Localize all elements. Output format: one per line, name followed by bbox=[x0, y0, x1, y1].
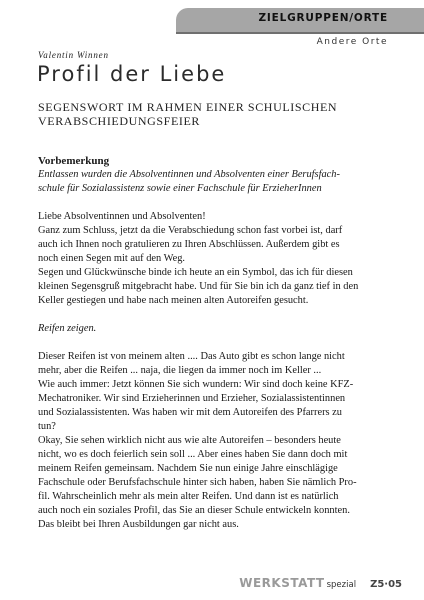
section-label: ZIELGRUPPEN/ORTE bbox=[258, 12, 388, 24]
magazine-logo: WERKSTATT bbox=[239, 576, 325, 590]
text-line: Fachschule oder Berufsfachschule hinter sich haben, haben Sie nämlich Pro- bbox=[38, 477, 357, 488]
text-line: Liebe Absolventinnen und Absolventen! bbox=[38, 211, 206, 222]
paragraph-2 bbox=[38, 350, 398, 532]
preface-line: schule für Sozialassistenz sowie einer Fachschule für ErzieherInnen bbox=[38, 183, 322, 194]
text-line: Ganz zum Schluss, jetzt da die Verabschiedung schon fast vorbei ist, darf bbox=[38, 225, 343, 236]
text-line: Segen und Glückwünsche binde ich heute an ein Symbol, das ich für diesen bbox=[38, 267, 353, 278]
text-line: auch ich Ihnen noch gratulieren zu Ihren Abschlüssen. Außerdem gibt es bbox=[38, 239, 340, 250]
text-line: nicht, wo es doch feierlich sein soll ... Aber eines haben Sie dann doch mit bbox=[38, 449, 348, 460]
text-line: mehr, aber die Reifen ... naja, die liegen da immer noch im Keller ... bbox=[38, 365, 322, 376]
text-line: meinem Reifen gemeinsam. Nachdem Sie nun einige Jahre einschlägige bbox=[38, 463, 338, 474]
subtitle-line: VERABSCHIEDUNGSFEIER bbox=[38, 114, 201, 128]
text-line: tun? bbox=[38, 421, 56, 432]
author-name: Valentin Winnen bbox=[38, 50, 109, 60]
text-line: Dieser Reifen ist von meinem alten .... Das Auto gibt es schon lange nicht bbox=[38, 351, 345, 362]
text-line: noch einen Segen mit auf den Weg. bbox=[38, 253, 185, 264]
text-line: Mechatroniker. Wir sind Erzieherinnen und Erzieher, Sozialassistentinnen bbox=[38, 393, 346, 404]
text-line: fil. Wahrscheinlich mehr als mein alter Reifen. Und dann ist es natürlich bbox=[38, 491, 339, 502]
stage-direction: Reifen zeigen. bbox=[38, 323, 97, 334]
header-rule bbox=[176, 32, 424, 34]
text-line: Keller gestiegen und habe nach meinen alten Autoreifen gesucht. bbox=[38, 295, 309, 306]
page-footer bbox=[239, 576, 402, 592]
text-line: und Sozialassistenten. Was haben wir mit dem Autoreifen des Pfarrers zu bbox=[38, 407, 342, 418]
paragraph-1 bbox=[38, 210, 398, 308]
spacer bbox=[38, 196, 398, 210]
spacer bbox=[38, 308, 398, 322]
text-line: Okay, Sie sehen wirklich nicht aus wie alte Autoreifen – besonders heute bbox=[38, 435, 341, 446]
section-tab bbox=[176, 8, 424, 32]
text-line: Das bleibt bei Ihren Ausbildungen gar nicht aus. bbox=[38, 519, 239, 530]
article-subtitle bbox=[38, 100, 398, 128]
article-body bbox=[38, 154, 398, 532]
preface-heading: Vorbemerkung bbox=[38, 155, 110, 167]
text-line: Wie auch immer: Jetzt können Sie sich wundern: Wir sind doch keine KFZ- bbox=[38, 379, 354, 390]
preface-line: Entlassen wurden die Absolventinnen und Absolventen einer Berufsfach- bbox=[38, 169, 340, 180]
spacer bbox=[38, 336, 398, 350]
subsection-label: Andere Orte bbox=[316, 37, 388, 47]
magazine-logo-suffix: spezial bbox=[326, 580, 357, 590]
page-number: Z5·05 bbox=[370, 579, 402, 590]
article-title: Profil der Liebe bbox=[37, 62, 227, 86]
text-line: kleinen Segensgruß mitgebracht habe. Und für Sie bin ich da ganz tief in den bbox=[38, 281, 359, 292]
subtitle-line: SEGENSWORT IM RAHMEN EINER SCHULISCHEN bbox=[38, 100, 338, 114]
text-line: auch noch ein soziales Profil, das Sie an dieser Schule entwickeln konnten. bbox=[38, 505, 350, 516]
